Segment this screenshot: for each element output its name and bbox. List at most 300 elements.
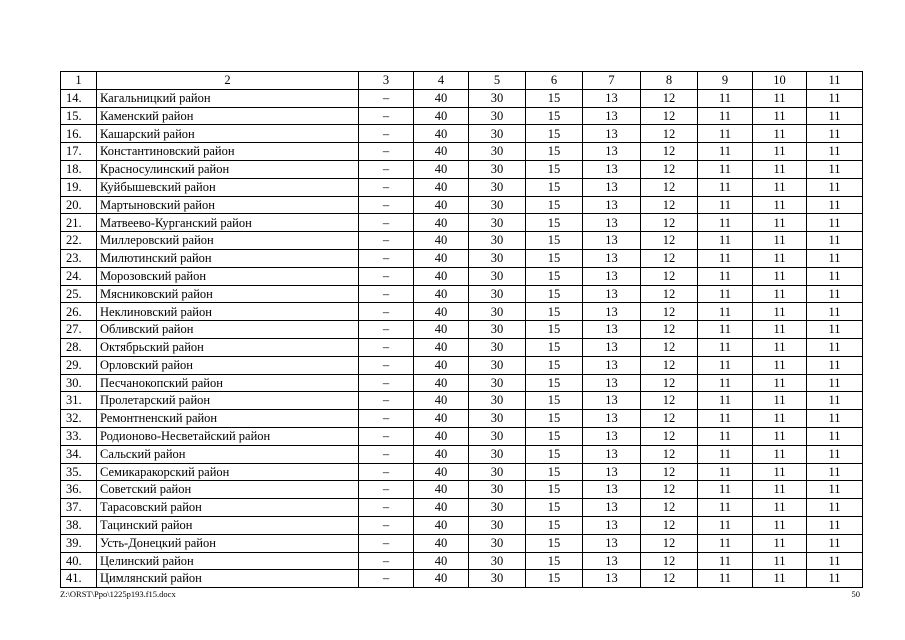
value-cell-c3: –: [359, 552, 414, 570]
value-cell-c11: 11: [807, 89, 863, 107]
value-cell-c3: –: [359, 249, 414, 267]
value-cell-c4: 40: [414, 570, 469, 588]
table-row: [61, 214, 863, 232]
district-name: Неклиновский район: [97, 303, 359, 321]
row-number: 40.: [61, 552, 97, 570]
table-row: [61, 356, 863, 374]
value-cell-c8: 12: [641, 125, 698, 143]
value-cell-c9: 11: [698, 356, 753, 374]
value-cell-c6: 15: [526, 267, 583, 285]
value-cell-c6: 15: [526, 196, 583, 214]
value-cell-c7: 13: [583, 499, 641, 517]
value-cell-c4: 40: [414, 463, 469, 481]
value-cell-c10: 11: [753, 499, 807, 517]
value-cell-c9: 11: [698, 214, 753, 232]
value-cell-c5: 30: [469, 516, 526, 534]
value-cell-c6: 15: [526, 481, 583, 499]
row-number: 20.: [61, 196, 97, 214]
value-cell-c4: 40: [414, 427, 469, 445]
header-cell: 11: [807, 72, 863, 90]
row-number: 18.: [61, 160, 97, 178]
value-cell-c6: 15: [526, 445, 583, 463]
value-cell-c7: 13: [583, 516, 641, 534]
value-cell-c4: 40: [414, 534, 469, 552]
row-number: 30.: [61, 374, 97, 392]
table-row: [61, 107, 863, 125]
value-cell-c10: 11: [753, 232, 807, 250]
value-cell-c11: 11: [807, 499, 863, 517]
district-name: Семикаракорский район: [97, 463, 359, 481]
value-cell-c3: –: [359, 463, 414, 481]
value-cell-c8: 12: [641, 232, 698, 250]
table-row: [61, 321, 863, 339]
value-cell-c11: 11: [807, 481, 863, 499]
district-name: Милютинский район: [97, 249, 359, 267]
value-cell-c7: 13: [583, 374, 641, 392]
value-cell-c6: 15: [526, 143, 583, 161]
value-cell-c8: 12: [641, 143, 698, 161]
value-cell-c10: 11: [753, 303, 807, 321]
value-cell-c5: 30: [469, 267, 526, 285]
row-number: 19.: [61, 178, 97, 196]
table-row: [61, 303, 863, 321]
row-number: 21.: [61, 214, 97, 232]
value-cell-c4: 40: [414, 552, 469, 570]
value-cell-c8: 12: [641, 410, 698, 428]
value-cell-c9: 11: [698, 463, 753, 481]
table-row: [61, 89, 863, 107]
row-number: 29.: [61, 356, 97, 374]
value-cell-c8: 12: [641, 196, 698, 214]
value-cell-c3: –: [359, 427, 414, 445]
value-cell-c7: 13: [583, 534, 641, 552]
value-cell-c4: 40: [414, 321, 469, 339]
value-cell-c10: 11: [753, 160, 807, 178]
value-cell-c3: –: [359, 267, 414, 285]
value-cell-c6: 15: [526, 516, 583, 534]
value-cell-c11: 11: [807, 552, 863, 570]
value-cell-c9: 11: [698, 285, 753, 303]
value-cell-c4: 40: [414, 285, 469, 303]
header-cell: 4: [414, 72, 469, 90]
value-cell-c5: 30: [469, 356, 526, 374]
value-cell-c5: 30: [469, 214, 526, 232]
value-cell-c6: 15: [526, 392, 583, 410]
row-number: 32.: [61, 410, 97, 428]
value-cell-c8: 12: [641, 303, 698, 321]
value-cell-c5: 30: [469, 178, 526, 196]
header-cell: 8: [641, 72, 698, 90]
value-cell-c4: 40: [414, 499, 469, 517]
value-cell-c8: 12: [641, 516, 698, 534]
row-number: 31.: [61, 392, 97, 410]
table-row: [61, 534, 863, 552]
value-cell-c10: 11: [753, 267, 807, 285]
value-cell-c5: 30: [469, 249, 526, 267]
district-name: Орловский район: [97, 356, 359, 374]
table-row: [61, 445, 863, 463]
value-cell-c9: 11: [698, 232, 753, 250]
value-cell-c7: 13: [583, 356, 641, 374]
value-cell-c8: 12: [641, 249, 698, 267]
value-cell-c6: 15: [526, 107, 583, 125]
value-cell-c6: 15: [526, 374, 583, 392]
value-cell-c9: 11: [698, 499, 753, 517]
table-row: [61, 481, 863, 499]
value-cell-c8: 12: [641, 107, 698, 125]
value-cell-c4: 40: [414, 338, 469, 356]
table-row: [61, 499, 863, 517]
value-cell-c5: 30: [469, 125, 526, 143]
value-cell-c7: 13: [583, 285, 641, 303]
value-cell-c3: –: [359, 392, 414, 410]
value-cell-c7: 13: [583, 267, 641, 285]
value-cell-c8: 12: [641, 160, 698, 178]
value-cell-c6: 15: [526, 570, 583, 588]
value-cell-c9: 11: [698, 445, 753, 463]
value-cell-c3: –: [359, 125, 414, 143]
value-cell-c4: 40: [414, 214, 469, 232]
value-cell-c6: 15: [526, 463, 583, 481]
value-cell-c4: 40: [414, 125, 469, 143]
district-name: Красносулинский район: [97, 160, 359, 178]
row-number: 33.: [61, 427, 97, 445]
value-cell-c7: 13: [583, 392, 641, 410]
value-cell-c5: 30: [469, 232, 526, 250]
table-row: [61, 160, 863, 178]
header-cell: 10: [753, 72, 807, 90]
header-cell: 6: [526, 72, 583, 90]
value-cell-c7: 13: [583, 125, 641, 143]
value-cell-c7: 13: [583, 249, 641, 267]
district-name: Тацинский район: [97, 516, 359, 534]
table-row: [61, 249, 863, 267]
value-cell-c6: 15: [526, 499, 583, 517]
value-cell-c4: 40: [414, 160, 469, 178]
value-cell-c6: 15: [526, 321, 583, 339]
value-cell-c7: 13: [583, 232, 641, 250]
table-row: [61, 410, 863, 428]
value-cell-c10: 11: [753, 249, 807, 267]
value-cell-c8: 12: [641, 499, 698, 517]
value-cell-c8: 12: [641, 374, 698, 392]
value-cell-c5: 30: [469, 410, 526, 428]
table-body: [61, 72, 863, 588]
value-cell-c7: 13: [583, 196, 641, 214]
value-cell-c5: 30: [469, 552, 526, 570]
value-cell-c11: 11: [807, 160, 863, 178]
value-cell-c9: 11: [698, 481, 753, 499]
value-cell-c7: 13: [583, 445, 641, 463]
value-cell-c3: –: [359, 410, 414, 428]
value-cell-c10: 11: [753, 427, 807, 445]
value-cell-c5: 30: [469, 303, 526, 321]
value-cell-c4: 40: [414, 356, 469, 374]
district-name: Константиновский район: [97, 143, 359, 161]
value-cell-c11: 11: [807, 338, 863, 356]
value-cell-c11: 11: [807, 445, 863, 463]
table-row: [61, 125, 863, 143]
value-cell-c9: 11: [698, 410, 753, 428]
district-name: Мясниковский район: [97, 285, 359, 303]
value-cell-c4: 40: [414, 516, 469, 534]
value-cell-c9: 11: [698, 160, 753, 178]
value-cell-c6: 15: [526, 214, 583, 232]
district-name: Целинский район: [97, 552, 359, 570]
row-number: 37.: [61, 499, 97, 517]
value-cell-c9: 11: [698, 249, 753, 267]
district-name: Родионово-Несветайский район: [97, 427, 359, 445]
value-cell-c3: –: [359, 178, 414, 196]
value-cell-c5: 30: [469, 499, 526, 517]
value-cell-c7: 13: [583, 89, 641, 107]
value-cell-c6: 15: [526, 356, 583, 374]
row-number: 27.: [61, 321, 97, 339]
value-cell-c10: 11: [753, 392, 807, 410]
value-cell-c11: 11: [807, 143, 863, 161]
value-cell-c4: 40: [414, 481, 469, 499]
table-row: [61, 392, 863, 410]
value-cell-c7: 13: [583, 570, 641, 588]
value-cell-c11: 11: [807, 463, 863, 481]
value-cell-c5: 30: [469, 570, 526, 588]
value-cell-c11: 11: [807, 392, 863, 410]
value-cell-c11: 11: [807, 178, 863, 196]
row-number: 15.: [61, 107, 97, 125]
value-cell-c4: 40: [414, 445, 469, 463]
value-cell-c11: 11: [807, 267, 863, 285]
value-cell-c3: –: [359, 356, 414, 374]
header-row: [61, 72, 863, 90]
value-cell-c10: 11: [753, 338, 807, 356]
value-cell-c6: 15: [526, 303, 583, 321]
value-cell-c11: 11: [807, 107, 863, 125]
file-path: Z:\ORST\Ppo\1225p193.f15.docx: [60, 589, 176, 599]
value-cell-c10: 11: [753, 410, 807, 428]
value-cell-c3: –: [359, 196, 414, 214]
value-cell-c6: 15: [526, 232, 583, 250]
value-cell-c11: 11: [807, 285, 863, 303]
value-cell-c10: 11: [753, 516, 807, 534]
row-number: 28.: [61, 338, 97, 356]
value-cell-c11: 11: [807, 410, 863, 428]
value-cell-c11: 11: [807, 196, 863, 214]
value-cell-c9: 11: [698, 196, 753, 214]
value-cell-c5: 30: [469, 392, 526, 410]
value-cell-c4: 40: [414, 89, 469, 107]
value-cell-c11: 11: [807, 427, 863, 445]
value-cell-c6: 15: [526, 285, 583, 303]
value-cell-c10: 11: [753, 125, 807, 143]
value-cell-c5: 30: [469, 445, 526, 463]
row-number: 14.: [61, 89, 97, 107]
value-cell-c9: 11: [698, 303, 753, 321]
value-cell-c8: 12: [641, 534, 698, 552]
row-number: 36.: [61, 481, 97, 499]
value-cell-c9: 11: [698, 552, 753, 570]
value-cell-c10: 11: [753, 89, 807, 107]
value-cell-c9: 11: [698, 392, 753, 410]
value-cell-c3: –: [359, 214, 414, 232]
value-cell-c8: 12: [641, 89, 698, 107]
value-cell-c7: 13: [583, 481, 641, 499]
district-name: Куйбышевский район: [97, 178, 359, 196]
value-cell-c3: –: [359, 516, 414, 534]
value-cell-c3: –: [359, 374, 414, 392]
district-name: Усть-Донецкий район: [97, 534, 359, 552]
value-cell-c7: 13: [583, 338, 641, 356]
district-name: Цимлянский район: [97, 570, 359, 588]
value-cell-c9: 11: [698, 267, 753, 285]
value-cell-c5: 30: [469, 427, 526, 445]
header-cell: 9: [698, 72, 753, 90]
value-cell-c5: 30: [469, 321, 526, 339]
row-number: 23.: [61, 249, 97, 267]
table-row: [61, 285, 863, 303]
value-cell-c8: 12: [641, 338, 698, 356]
value-cell-c8: 12: [641, 570, 698, 588]
value-cell-c3: –: [359, 160, 414, 178]
district-name: Тарасовский район: [97, 499, 359, 517]
table-row: [61, 552, 863, 570]
value-cell-c9: 11: [698, 89, 753, 107]
value-cell-c10: 11: [753, 143, 807, 161]
value-cell-c3: –: [359, 107, 414, 125]
value-cell-c6: 15: [526, 249, 583, 267]
value-cell-c11: 11: [807, 303, 863, 321]
table-row: [61, 232, 863, 250]
value-cell-c8: 12: [641, 481, 698, 499]
table-row: [61, 463, 863, 481]
row-number: 38.: [61, 516, 97, 534]
table-row: [61, 516, 863, 534]
value-cell-c9: 11: [698, 143, 753, 161]
value-cell-c4: 40: [414, 107, 469, 125]
value-cell-c6: 15: [526, 89, 583, 107]
value-cell-c7: 13: [583, 214, 641, 232]
value-cell-c10: 11: [753, 285, 807, 303]
value-cell-c8: 12: [641, 178, 698, 196]
value-cell-c3: –: [359, 534, 414, 552]
value-cell-c8: 12: [641, 427, 698, 445]
value-cell-c6: 15: [526, 552, 583, 570]
value-cell-c5: 30: [469, 196, 526, 214]
district-name: Морозовский район: [97, 267, 359, 285]
value-cell-c3: –: [359, 338, 414, 356]
value-cell-c10: 11: [753, 196, 807, 214]
value-cell-c3: –: [359, 321, 414, 339]
row-number: 39.: [61, 534, 97, 552]
value-cell-c3: –: [359, 445, 414, 463]
value-cell-c9: 11: [698, 125, 753, 143]
value-cell-c11: 11: [807, 321, 863, 339]
value-cell-c10: 11: [753, 178, 807, 196]
district-name: Кашарский район: [97, 125, 359, 143]
district-name: Октябрьский район: [97, 338, 359, 356]
value-cell-c4: 40: [414, 374, 469, 392]
value-cell-c10: 11: [753, 534, 807, 552]
value-cell-c7: 13: [583, 160, 641, 178]
value-cell-c6: 15: [526, 534, 583, 552]
table-row: [61, 427, 863, 445]
value-cell-c11: 11: [807, 232, 863, 250]
value-cell-c7: 13: [583, 321, 641, 339]
value-cell-c9: 11: [698, 534, 753, 552]
value-cell-c10: 11: [753, 481, 807, 499]
value-cell-c5: 30: [469, 463, 526, 481]
value-cell-c4: 40: [414, 303, 469, 321]
value-cell-c10: 11: [753, 107, 807, 125]
value-cell-c6: 15: [526, 178, 583, 196]
value-cell-c11: 11: [807, 125, 863, 143]
header-cell: 3: [359, 72, 414, 90]
value-cell-c5: 30: [469, 374, 526, 392]
row-number: 22.: [61, 232, 97, 250]
header-cell: 5: [469, 72, 526, 90]
value-cell-c10: 11: [753, 552, 807, 570]
value-cell-c4: 40: [414, 249, 469, 267]
value-cell-c5: 30: [469, 285, 526, 303]
value-cell-c9: 11: [698, 107, 753, 125]
value-cell-c11: 11: [807, 356, 863, 374]
value-cell-c7: 13: [583, 143, 641, 161]
value-cell-c8: 12: [641, 392, 698, 410]
value-cell-c11: 11: [807, 374, 863, 392]
value-cell-c9: 11: [698, 338, 753, 356]
value-cell-c11: 11: [807, 534, 863, 552]
value-cell-c11: 11: [807, 570, 863, 588]
table-row: [61, 267, 863, 285]
value-cell-c4: 40: [414, 196, 469, 214]
header-cell: 1: [61, 72, 97, 90]
header-cell: 7: [583, 72, 641, 90]
table-row: [61, 338, 863, 356]
table-row: [61, 178, 863, 196]
row-number: 26.: [61, 303, 97, 321]
value-cell-c9: 11: [698, 178, 753, 196]
value-cell-c5: 30: [469, 338, 526, 356]
district-name: Сальский район: [97, 445, 359, 463]
value-cell-c4: 40: [414, 178, 469, 196]
value-cell-c3: –: [359, 499, 414, 517]
value-cell-c9: 11: [698, 374, 753, 392]
value-cell-c4: 40: [414, 143, 469, 161]
value-cell-c3: –: [359, 481, 414, 499]
table-row: [61, 196, 863, 214]
value-cell-c7: 13: [583, 178, 641, 196]
value-cell-c5: 30: [469, 107, 526, 125]
value-cell-c11: 11: [807, 214, 863, 232]
row-number: 41.: [61, 570, 97, 588]
district-name: Миллеровский район: [97, 232, 359, 250]
value-cell-c3: –: [359, 285, 414, 303]
value-cell-c8: 12: [641, 356, 698, 374]
value-cell-c8: 12: [641, 445, 698, 463]
value-cell-c6: 15: [526, 410, 583, 428]
value-cell-c5: 30: [469, 89, 526, 107]
value-cell-c3: –: [359, 143, 414, 161]
page-number: 50: [851, 589, 860, 599]
row-number: 17.: [61, 143, 97, 161]
value-cell-c3: –: [359, 570, 414, 588]
value-cell-c8: 12: [641, 267, 698, 285]
district-name: Ремонтненский район: [97, 410, 359, 428]
value-cell-c9: 11: [698, 516, 753, 534]
row-number: 16.: [61, 125, 97, 143]
value-cell-c8: 12: [641, 285, 698, 303]
district-name: Мартыновский район: [97, 196, 359, 214]
value-cell-c4: 40: [414, 392, 469, 410]
